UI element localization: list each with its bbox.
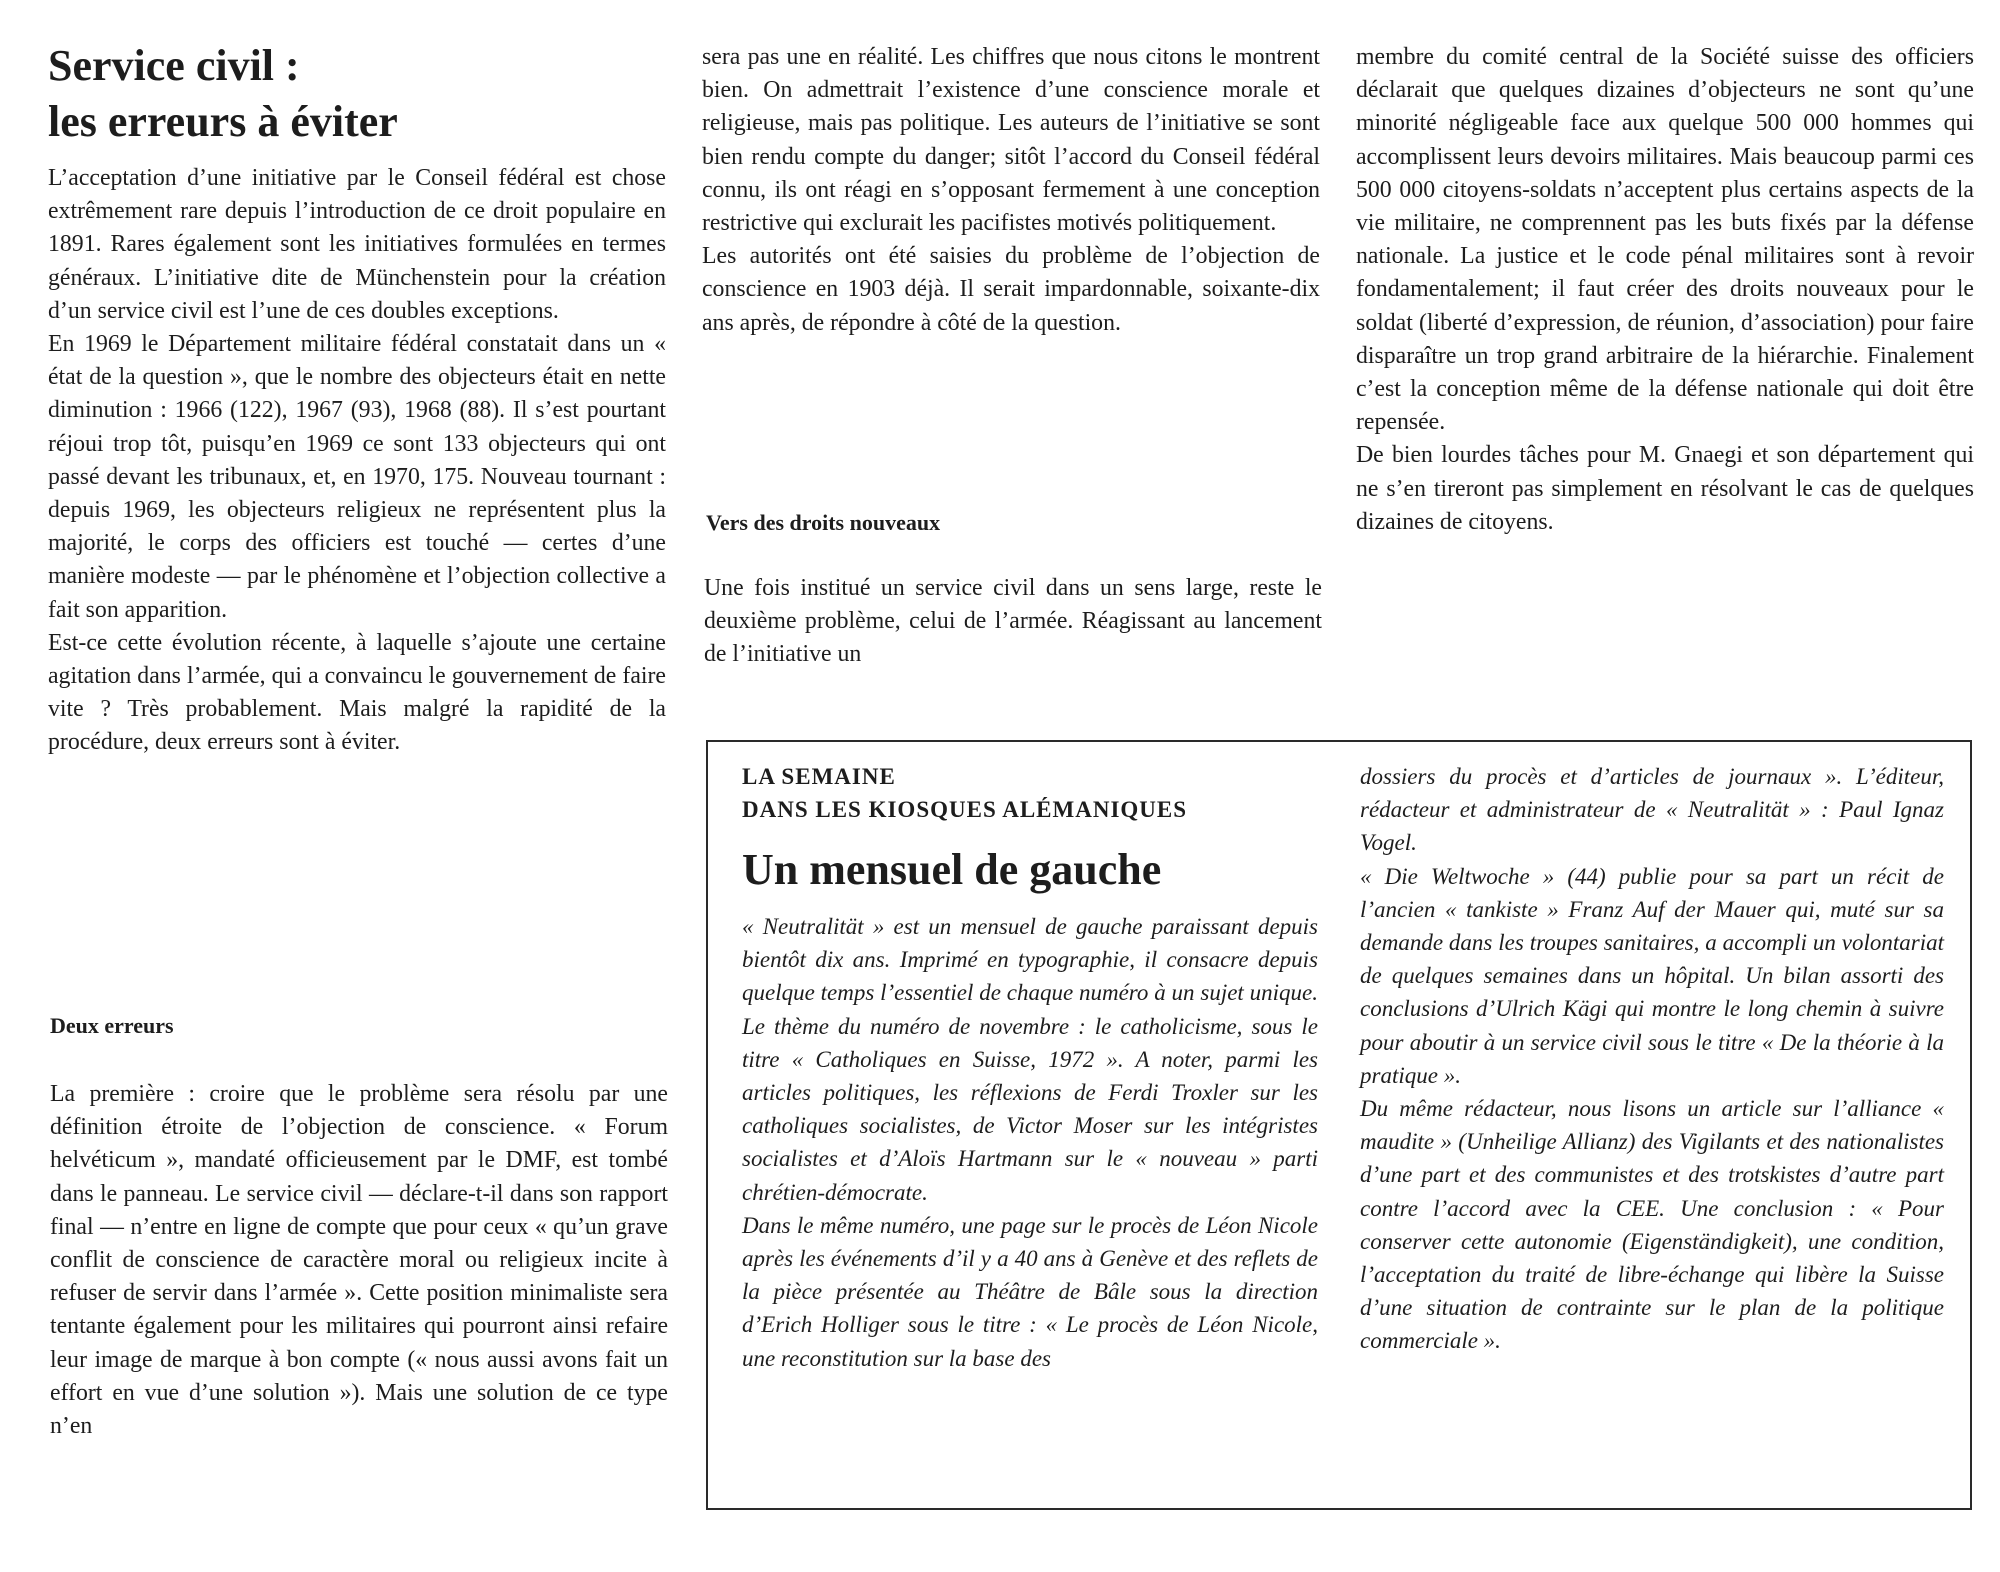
- sidebar-paragraph: « Die Weltwoche » (44) publie pour sa part un récit de l’ancien « tankiste » Franz Auf der Mauer qui, muté sur sa demande dans les troupes sanitaires, a accompli un volontariat de quelques semaines dans un hôpital. Un bilan assorti des conclusions d’Ulrich Kägi qui montre le long chemin à suivre pour aboutir à un service civil sous le titre « De la théorie à la pratique ».: [1360, 863, 1944, 1088]
- sidebar-paragraph: Dans le même numéro, une page sur le procès de Léon Nicole après les événements d’il y a 40 ans à Genève et des reflets de la pièce présentée au Théâtre de Bâle sous la direction d’Erich Holliger sous le titre : « Le procès de Léon Nicole, une reconstitution sur la base des: [742, 1212, 1318, 1371]
- kicker-line-1: LA SEMAINE: [742, 764, 896, 789]
- article-column-1: [48, 38, 666, 760]
- sidebar-paragraph: Du même rédacteur, nous lisons un article sur l’alliance « maudite » (Unheilige Allianz) des Vigilants et des nationalistes d’une part et des communistes et des trotskistes d’autre part contre l’accord avec la CEE. Une conclusion : « Pour conserver cette autonomie (Eigenständigkeit), une condition, l’acceptation du traité de libre-échange qui libère la Suisse d’une situation de contrainte sur le plan de la politique commerciale ».: [1360, 1096, 1944, 1354]
- paragraph: membre du comité central de la Société suisse des officiers déclarait que quelques dizaines d’objecteurs ne sont qu’une minorité négligeable face aux quelque 500 000 hommes qui accomplissent leurs devoirs militaires. Mais beaucoup parmi ces 500 000 citoyens-soldats n’acceptent plus certains aspects de la vie militaire, ne comprennent pas les buts fixés par la défense nationale. La justice et le code pénal militaires sont à revoir fondamentalement; il faut créer des droits nouveaux pour le soldat (liberté d’expression, de réunion, d’association) pour faire disparaître un trop grand arbitraire de la hiérarchie. Finalement c’est la conception même de la défense nationale qui doit être repensée.: [1356, 44, 1974, 436]
- sidebar-paragraph: dossiers du procès et d’articles de journaux ». L’éditeur, rédacteur et administrateur de « Neutralität » : Paul Ignaz Vogel.: [1360, 764, 1944, 856]
- sidebar-paragraph: « Neutralität » est un mensuel de gauche paraissant depuis bientôt dix ans. Imprimé en typographie, il consacre depuis quelque temps l’essentiel de chaque numéro à un sujet unique. Le thème du numéro de novembre : le catholicisme, sous le titre « Catholiques en Suisse, 1972 ». A noter, parmi les articles politiques, les réflexions de Ferdi Troxler sur les catholiques socialistes, de Victor Moser sur les intégristes socialistes et d’Aloïs Hartmann sur le « nouveau » parti chrétien-démocrate.: [742, 914, 1318, 1205]
- article-column-2: [702, 41, 1320, 340]
- kicker-line-2: DANS LES KIOSQUES ALÉMANIQUES: [742, 797, 1188, 822]
- paragraph: La première : croire que le problème sera résolu par une définition étroite de l’objection de conscience. « Forum helvéticum », mandaté officieusement par le DMF, est tombé dans le panneau. Le service civil — déclare-t-il dans son rapport final — n’entre en ligne de compte que pour ceux « qu’un grave conflit de conscience de caractère moral ou religieux incite à refuser de servir dans l’armée ». Cette position minimaliste sera tentante également pour les militaires qui pourront ainsi refaire leur image de marque à bon compte (« nous aussi avons fait un effort en vue d’une solution »). Mais une solution de ce type n’en: [50, 1081, 668, 1440]
- article-column-1-continued: [50, 1078, 668, 1443]
- paragraph: En 1969 le Département militaire fédéral constatait dans un « état de la question », que le nombre des objecteurs était en nette diminution : 1966 (122), 1967 (93), 1968 (88). Il s’est pourtant réjoui trop tôt, puisqu’en 1969 ce sont 133 objecteurs qui ont passé devant les tribunaux, et, en 1970, 175. Nouveau tournant : depuis 1969, les objecteurs religieux ne représentent plus la majorité, le corps des officiers est touché — certes d’une manière modeste — par le phénomène et l’objection collective a fait son apparition.: [48, 331, 666, 623]
- section-subhead: Deux erreurs: [50, 1013, 174, 1038]
- paragraph: Une fois institué un service civil dans un sens large, reste le deuxième problème, celui de l’armée. Réagissant au lancement de l’initiative un: [704, 575, 1322, 668]
- title-line-2: les erreurs à éviter: [48, 97, 398, 146]
- sidebar-title: Un mensuel de gauche: [742, 845, 1162, 894]
- article-column-2-continued: [704, 572, 1322, 672]
- sidebar-box: [706, 740, 1972, 1510]
- section-subhead: Vers des droits nouveaux: [706, 510, 941, 535]
- paragraph: L’acceptation d’une initiative par le Conseil fédéral est chose extrêmement rare depuis l’introduction de ce droit populaire en 1891. Rares également sont les initiatives formulées en termes généraux. L’initiative dite de Münchenstein pour la création d’un service civil est l’une de ces doubles exceptions.: [48, 165, 666, 324]
- article-column-3: [1356, 41, 1974, 539]
- sidebar-left-column: [742, 760, 1318, 1375]
- subhead-deux-erreurs-block: [50, 1011, 668, 1041]
- paragraph: sera pas une en réalité. Les chiffres que nous citons le montrent bien. On admettrait l’existence d’une conscience morale et religieuse, mais pas politique. Les auteurs de l’initiative se sont bien rendu compte du danger; sitôt l’accord du Conseil fédéral connu, ils ont réagi en s’opposant fermement à une conception restrictive qui exclurait les pacifistes motivés politiquement.: [702, 44, 1320, 237]
- article-title: [48, 38, 666, 150]
- paragraph: De bien lourdes tâches pour M. Gnaegi et son département qui ne s’en tireront pas simplement en résolvant le cas de quelques dizaines de citoyens.: [1356, 442, 1974, 535]
- title-line-1: Service civil :: [48, 41, 300, 90]
- paragraph: Est-ce cette évolution récente, à laquelle s’ajoute une certaine agitation dans l’armée, qui a convaincu le gouvernement de faire vite ? Très probablement. Mais malgré la rapidité de la procédure, deux erreurs sont à éviter.: [48, 629, 666, 756]
- sidebar-right-column: [1360, 760, 1944, 1358]
- subhead-droits-block: [706, 508, 1324, 538]
- sidebar-kicker: [742, 760, 1318, 826]
- paragraph: Les autorités ont été saisies du problème de l’objection de conscience en 1903 déjà. Il serait impardonnable, soixante-dix ans après, de répondre à côté de la question.: [702, 243, 1320, 336]
